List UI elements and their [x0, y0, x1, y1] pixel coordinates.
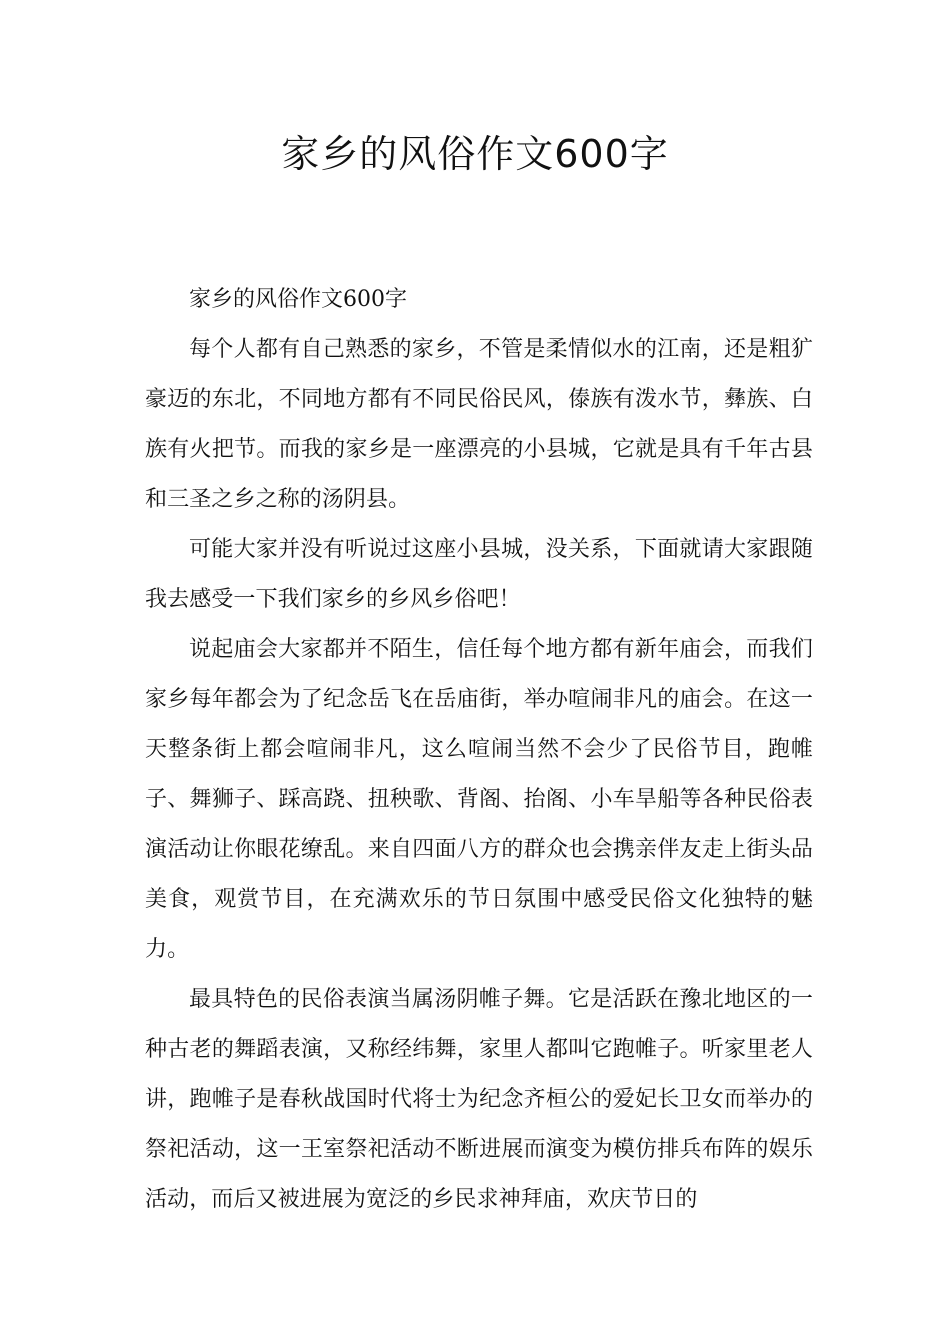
paragraph-1: 每个人都有自己熟悉的家乡，不管是柔情似水的江南，还是粗犷豪迈的东北，不同地方都有不同民俗民风，傣族有泼水节，彝族、白族有火把节。而我的家乡是一座漂亮的小县城，它就是具有千年古县和三圣之乡之称的汤阴县。 [145, 337, 813, 512]
article-subtitle: 家乡的风俗作文600字 [189, 287, 407, 312]
paragraph-3: 说起庙会大家都并不陌生，信任每个地方都有新年庙会，而我们家乡每年都会为了纪念岳飞在岳庙街，举办喧闹非凡的庙会。在这一天整条街上都会喧闹非凡，这么喧闹当然不会少了民俗节目，跑帷子、舞狮子、踩高跷、扭秧歌、背阁、抬阁、小车旱船等各种民俗表演活动让你眼花缭乱。来自四面八方的群众也会携亲伴友走上街头品美食，观赏节目，在充满欢乐的节日氛围中感受民俗文化独特的魅力。 [145, 637, 813, 962]
article-body [145, 275, 813, 1225]
paragraph-2: 可能大家并没有听说过这座小县城，没关系，下面就请大家跟随我去感受一下我们家乡的乡风乡俗吧！ [145, 537, 813, 612]
page-title: 家乡的风俗作文600字 [281, 132, 669, 176]
paragraph-4: 最具特色的民俗表演当属汤阴帷子舞。它是活跃在豫北地区的一种古老的舞蹈表演，又称经纬舞，家里人都叫它跑帷子。听家里老人讲，跑帷子是春秋战国时代将士为纪念齐桓公的爱妃长卫女而举办的祭祀活动，这一王室祭祀活动不断进展而演变为模仿排兵布阵的娱乐活动，而后又被进展为宽泛的乡民求神拜庙，欢庆节日的 [145, 987, 813, 1212]
